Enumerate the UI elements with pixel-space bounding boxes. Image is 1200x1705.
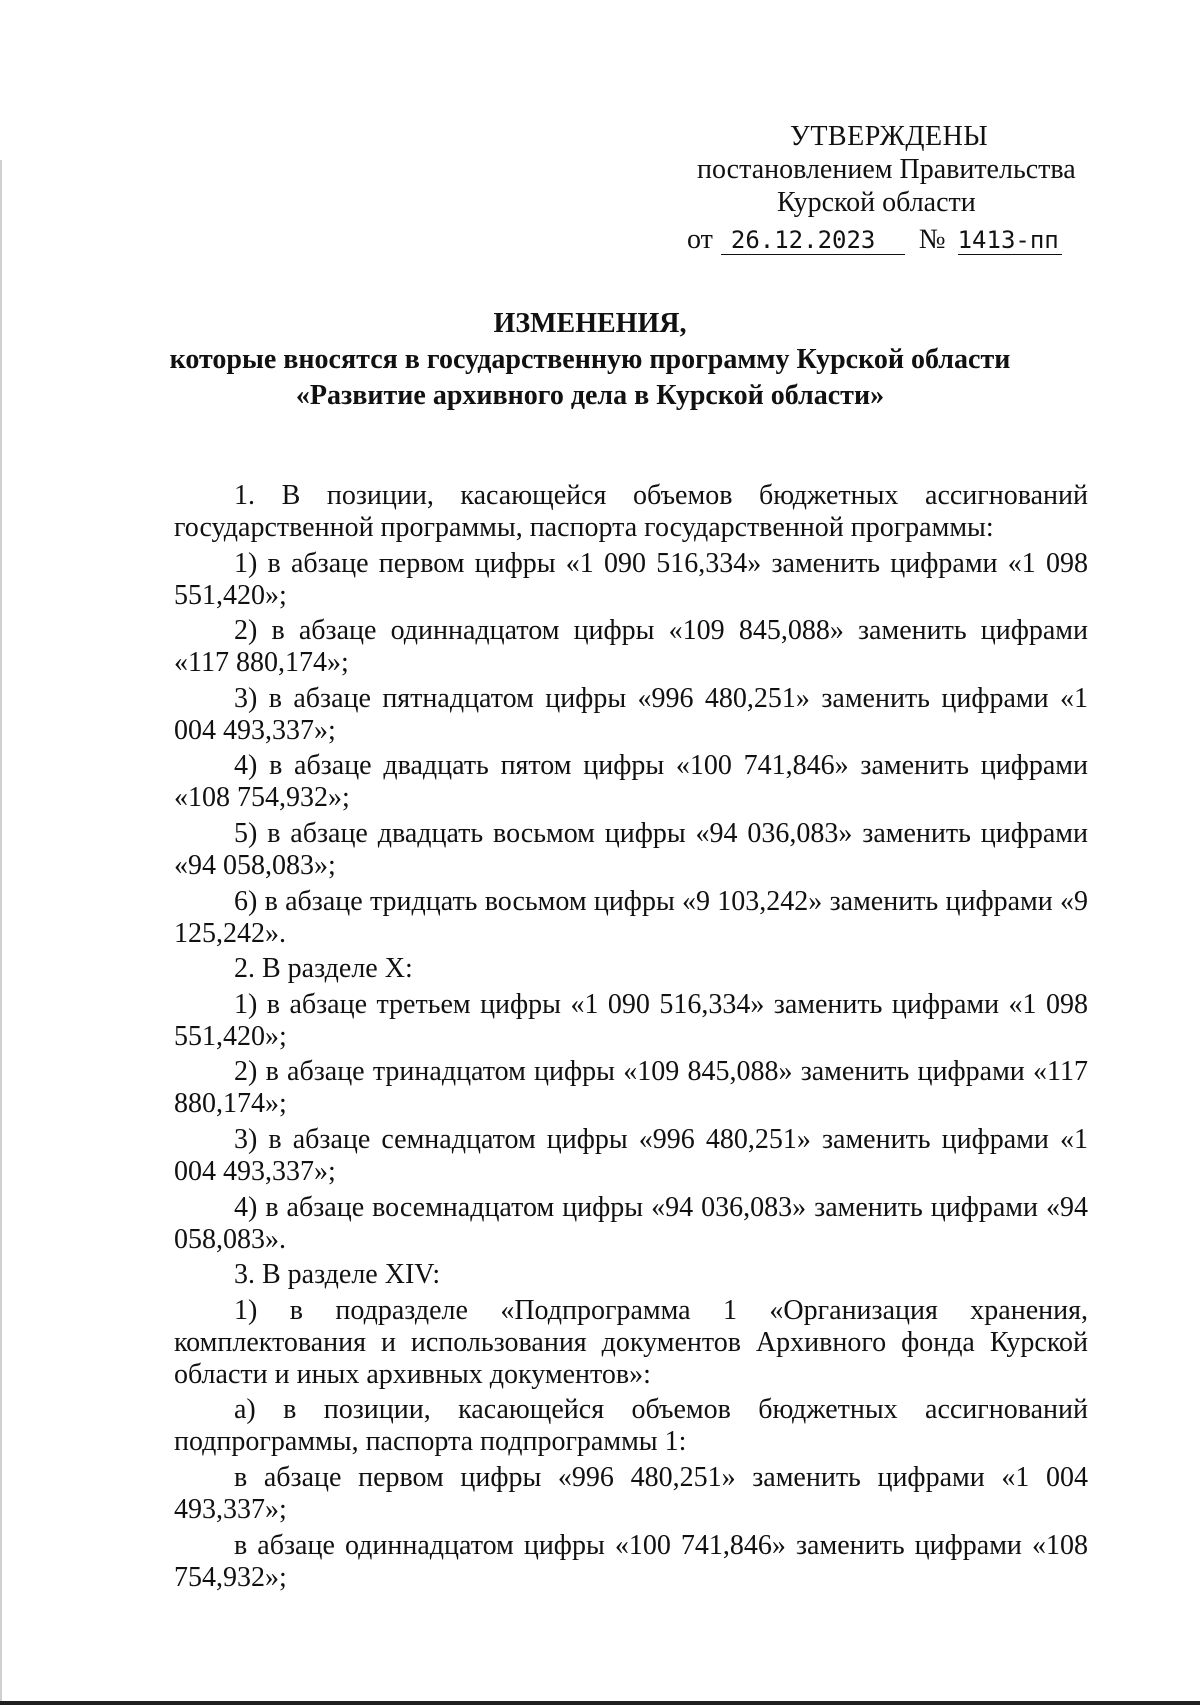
paragraph: 3) в абзаце семнадцатом цифры «996 480,251» заменить цифрами «1 004 493,337»; <box>174 1123 1088 1187</box>
paragraph: в абзаце одиннадцатом цифры «100 741,846» заменить цифрами «108 754,932»; <box>174 1529 1088 1593</box>
approval-number: 1413-пп <box>958 227 1062 255</box>
approval-heading: УТВЕРЖДЕНЫ <box>790 121 989 152</box>
paragraph: 5) в абзаце двадцать восьмом цифры «94 036,083» заменить цифрами «94 058,083»; <box>174 817 1088 881</box>
paragraph: в абзаце первом цифры «996 480,251» заменить цифрами «1 004 493,337»; <box>174 1461 1088 1525</box>
number-label: № <box>918 224 946 255</box>
paragraph: 4) в абзаце двадцать пятом цифры «100 741,846» заменить цифрами «108 754,932»; <box>174 750 1088 814</box>
paragraph: 1. В позиции, касающейся объемов бюджетных ассигнований государственной программы, паспорта государственной программы: <box>174 480 1088 543</box>
paragraph: 4) в абзаце восемнадцатом цифры «94 036,083» заменить цифрами «94 058,083». <box>174 1191 1088 1255</box>
approval-issuer: постановлением Правительства <box>697 154 1076 185</box>
title-program-name: «Развитие архивного дела в Курской области» <box>295 380 885 411</box>
from-label: от <box>687 224 713 255</box>
approval-region: Курской области <box>777 187 976 218</box>
paragraph: 1) в подразделе «Подпрограмма 1 «Организация хранения, комплектования и использования документов Архивного фонда Курской области и иных архивных документов»: <box>174 1294 1088 1390</box>
approval-date: 26.12.2023 <box>721 227 905 255</box>
title-heading: ИЗМЕНЕНИЯ, <box>493 308 687 339</box>
paragraph: 2) в абзаце одиннадцатом цифры «109 845,088» заменить цифрами «117 880,174»; <box>174 615 1088 679</box>
title-subtitle: которые вносятся в государственную программу Курской области <box>169 344 1011 375</box>
document-body <box>174 480 1088 1597</box>
approval-date-number-line <box>640 223 1100 256</box>
approval-stamp-block <box>640 120 1100 256</box>
paragraph: 1) в абзаце первом цифры «1 090 516,334» заменить цифрами «1 098 551,420»; <box>174 547 1088 611</box>
paragraph: 6) в абзаце тридцать восьмом цифры «9 103,242» заменить цифрами «9 125,242». <box>174 885 1088 949</box>
scan-bottom-edge <box>0 1701 1200 1705</box>
paragraph: 1) в абзаце третьем цифры «1 090 516,334» заменить цифрами «1 098 551,420»; <box>174 988 1088 1052</box>
paragraph: 2) в абзаце тринадцатом цифры «109 845,088» заменить цифрами «117 880,174»; <box>174 1056 1088 1120</box>
paragraph: 3) в абзаце пятнадцатом цифры «996 480,251» заменить цифрами «1 004 493,337»; <box>174 682 1088 746</box>
paragraph: 2. В разделе X: <box>234 953 413 985</box>
document-title <box>0 306 1180 414</box>
paragraph: 3. В разделе XIV: <box>234 1259 441 1291</box>
paragraph: а) в позиции, касающейся объемов бюджетных ассигнований подпрограммы, паспорта подпрограммы 1: <box>174 1394 1088 1458</box>
